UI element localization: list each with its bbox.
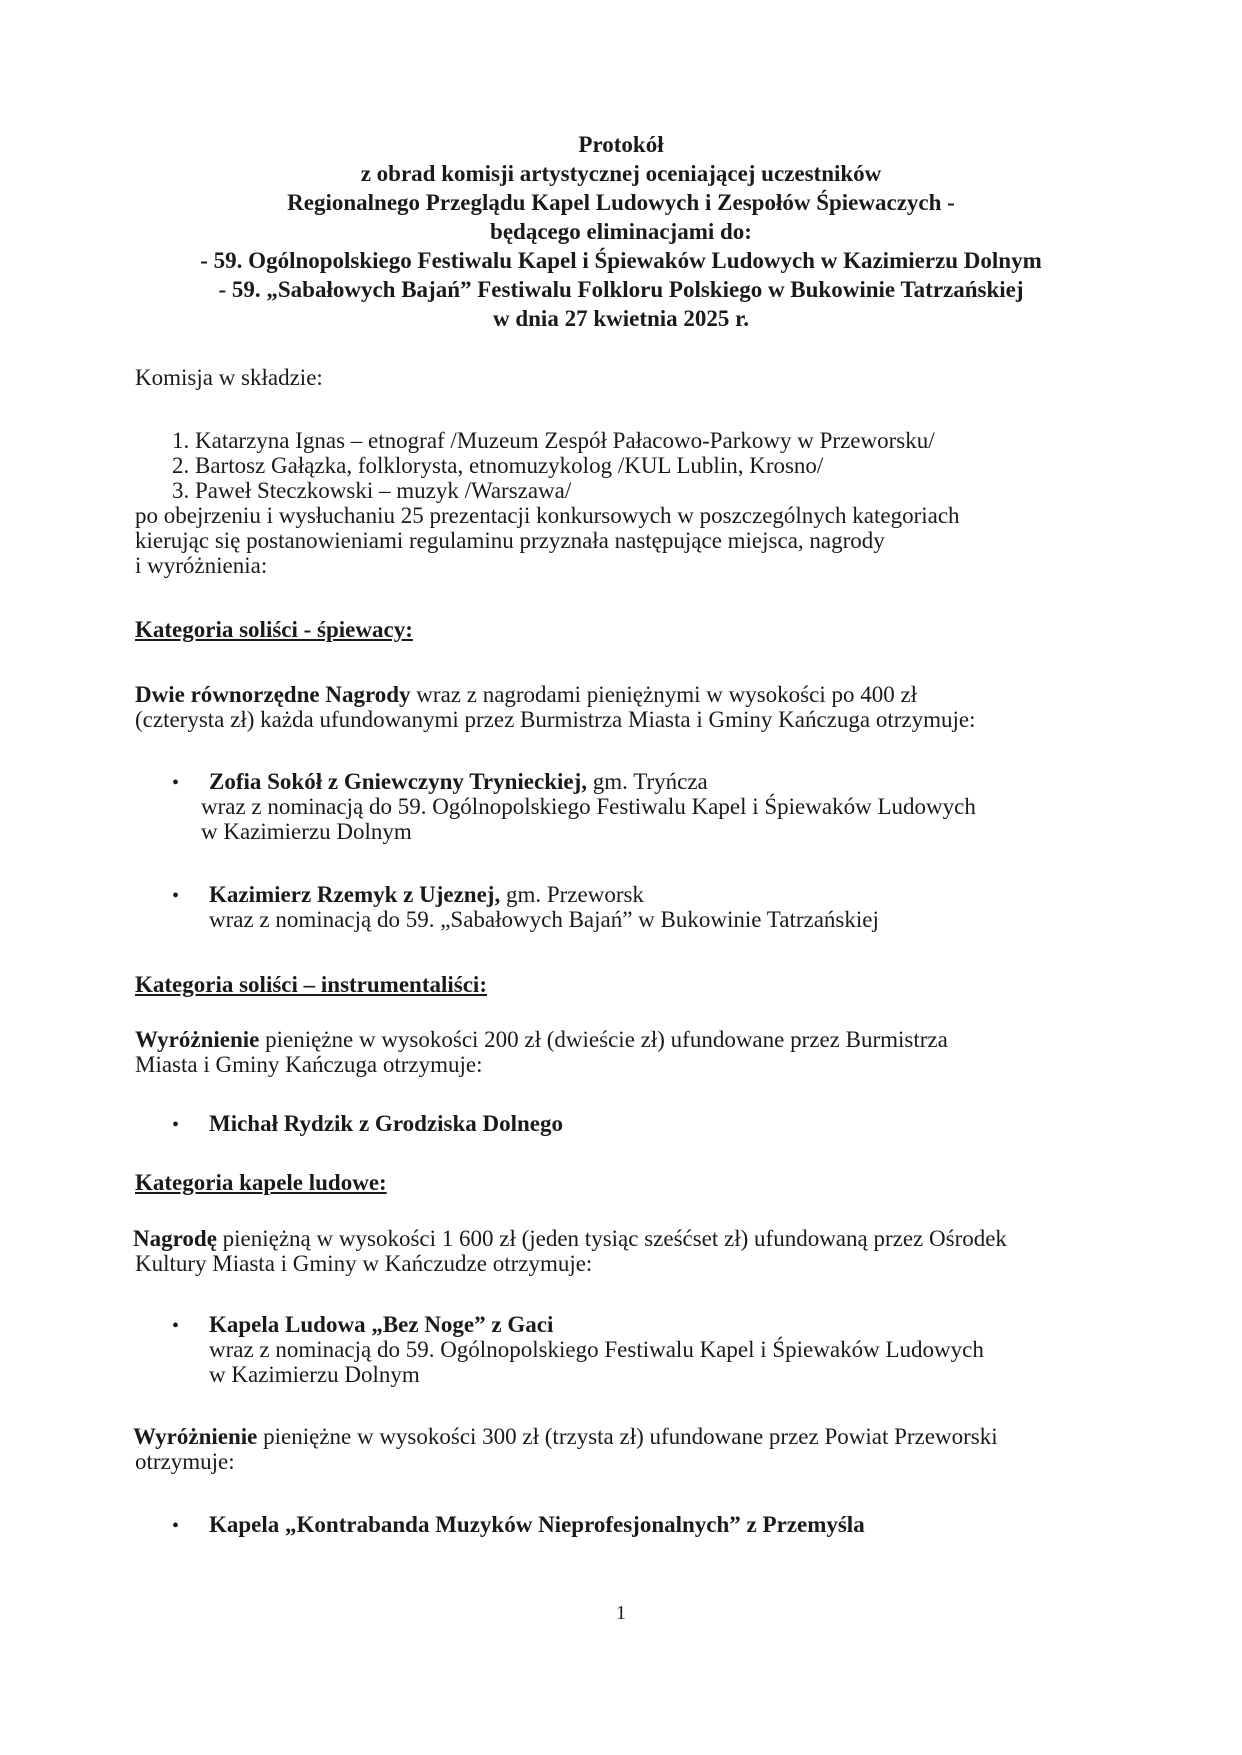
category-heading-singers: Kategoria soliści - śpiewacy: <box>135 617 413 642</box>
award-text: pieniężne w wysokości 300 zł (trzysta zł) ufundowane przez Powiat Przeworski <box>257 1424 998 1449</box>
award-description <box>133 1424 998 1449</box>
committee-member <box>172 428 935 453</box>
committee-member <box>172 478 571 503</box>
nomination-line: wraz z nominacją do 59. Ogólnopolskiego Festiwalu Kapel i Śpiewaków Ludowych <box>201 794 976 819</box>
committee-member <box>172 453 823 478</box>
category-heading-instrumentalists: Kategoria soliści – instrumentaliści: <box>135 972 487 997</box>
award-title: Nagrodę <box>133 1226 217 1251</box>
nomination-line: w Kazimierzu Dolnym <box>209 1362 420 1387</box>
award-description-line: otrzymuje: <box>135 1449 235 1474</box>
award-description <box>135 1027 948 1052</box>
bullet-icon: • <box>172 1114 180 1136</box>
winner-location: gm. Tryńcza <box>587 769 708 794</box>
winner-entry <box>209 1512 865 1537</box>
document-title: Protokół <box>578 132 664 157</box>
committee-label: Komisja w składzie: <box>135 365 323 390</box>
award-description <box>135 682 917 707</box>
nomination-line: wraz z nominacją do 59. Ogólnopolskiego Festiwalu Kapel i Śpiewaków Ludowych <box>209 1337 984 1362</box>
header-line: - 59. Ogólnopolskiego Festiwalu Kapel i Śpiewaków Ludowych w Kazimierzu Dolnym <box>200 248 1042 273</box>
winner-name: Zofia Sokół z Gniewczyny Trynieckiej, <box>209 769 587 794</box>
document-header <box>0 130 1242 333</box>
member-number: 3. <box>172 478 190 503</box>
member-number: 2. <box>172 453 190 478</box>
winner-name: Kapela „Kontrabanda Muzyków Nieprofesjonalnych” z Przemyśla <box>209 1512 865 1537</box>
award-description-line: (czterysta zł) każda ufundowanymi przez Burmistrza Miasta i Gminy Kańczuga otrzymuje: <box>135 707 976 732</box>
award-text: wraz z nagrodami pieniężnymi w wysokości po 400 zł <box>410 682 918 707</box>
category-heading-bands: Kategoria kapele ludowe: <box>135 1170 387 1195</box>
intro-line: po obejrzeniu i wysłuchaniu 25 prezentacji konkursowych w poszczególnych kategoriach <box>135 503 960 528</box>
winner-name: Kapela Ludowa „Bez Noge” z Gaci <box>209 1312 554 1337</box>
winner-name: Michał Rydzik z Grodziska Dolnego <box>209 1111 563 1136</box>
header-line: - 59. „Sabałowych Bajań” Festiwalu Folkloru Polskiego w Bukowinie Tatrzańskiej <box>218 277 1024 302</box>
intro-line: i wyróżnienia: <box>135 553 268 578</box>
winner-name: Kazimierz Rzemyk z Ujeznej, <box>209 882 501 907</box>
award-description <box>133 1226 1007 1251</box>
header-date: w dnia 27 kwietnia 2025 r. <box>492 306 750 331</box>
winner-entry <box>209 1312 553 1337</box>
nomination-line: w Kazimierzu Dolnym <box>201 819 412 844</box>
award-description-line: Kultury Miasta i Gminy w Kańczudze otrzymuje: <box>135 1251 593 1276</box>
award-text: pieniężne w wysokości 200 zł (dwieście zł) ufundowane przez Burmistrza <box>259 1027 948 1052</box>
header-line: będącego eliminacjami do: <box>490 219 752 244</box>
award-title: Wyróżnienie <box>133 1424 258 1449</box>
intro-line: kierując się postanowieniami regulaminu przyznała następujące miejsca, nagrody <box>135 528 885 553</box>
header-line: z obrad komisji artystycznej oceniającej uczestników <box>360 161 882 186</box>
bullet-icon: • <box>172 1515 180 1537</box>
nomination-line: wraz z nominacją do 59. „Sabałowych Bajań” w Bukowinie Tatrzańskiej <box>209 907 879 932</box>
winner-location: gm. Przeworsk <box>500 882 644 907</box>
member-text: Bartosz Gałązka, folklorysta, etnomuzykolog /KUL Lublin, Krosno/ <box>195 453 824 478</box>
bullet-icon: • <box>172 772 180 794</box>
bullet-icon: • <box>172 1315 180 1337</box>
winner-entry <box>209 769 708 794</box>
member-number: 1. <box>172 428 190 453</box>
member-text: Paweł Steczkowski – muzyk /Warszawa/ <box>195 478 572 503</box>
bullet-icon: • <box>172 885 180 907</box>
award-title: Wyróżnienie <box>135 1027 260 1052</box>
award-description-line: Miasta i Gminy Kańczuga otrzymuje: <box>135 1052 483 1077</box>
header-line: Regionalnego Przeglądu Kapel Ludowych i Zespołów Śpiewaczych - <box>287 190 955 215</box>
award-title: Dwie równorzędne Nagrody <box>135 682 411 707</box>
winner-entry <box>209 882 644 907</box>
winner-entry <box>209 1111 563 1136</box>
award-text: pieniężną w wysokości 1 600 zł (jeden tysiąc sześćset zł) ufundowaną przez Ośrodek <box>216 1226 1007 1251</box>
page-number: 1 <box>616 1602 626 1624</box>
member-text: Katarzyna Ignas – etnograf /Muzeum Zespół Pałacowo-Parkowy w Przeworsku/ <box>195 428 935 453</box>
